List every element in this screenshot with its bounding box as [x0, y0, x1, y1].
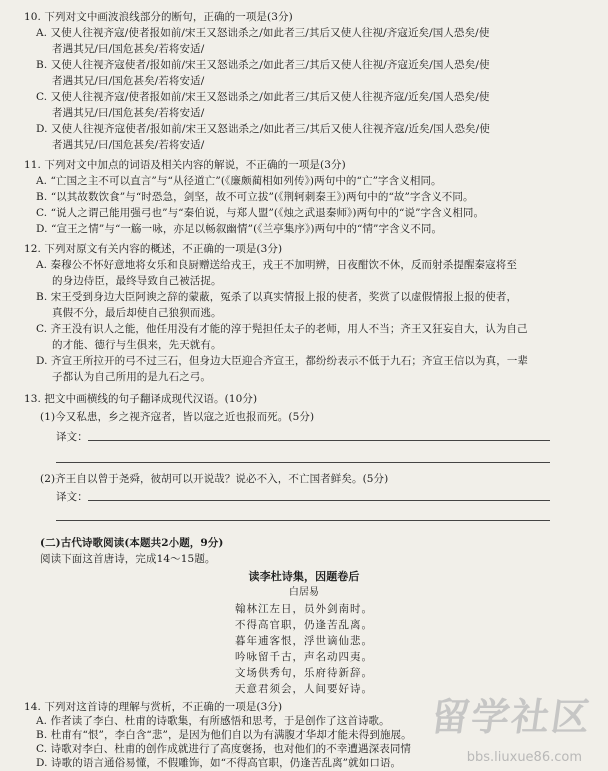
answer-line[interactable] [88, 500, 550, 501]
q10-option-b: B. 又使人往视齐寇使者/报如前/宋王又怒诎杀之/如此者三/其后又使人往视/齐寇近矣/国人恐矣/使 [36, 59, 490, 71]
answer-line[interactable] [56, 462, 550, 463]
q11-option-c: C. “说人之谓己能用强弓也”与“秦伯说，与郑人盟”(《烛之武退秦师》)两句中的“说”字含义相同。 [36, 207, 485, 219]
q10-option-a: A. 又使人往视齐寇/使者报如前/宋王又怒诎杀之/如此者三/其后又使人往视/齐寇近矣/国人恐矣/使 [36, 27, 490, 39]
q10-option-b-cont: 者遇其兄/曰/国危甚矣/若将安适/ [52, 75, 205, 87]
section-header: (二)古代诗歌阅读(本题共2小题，9分) [40, 537, 224, 549]
q12-option-b-cont: 真假不分，最后却使自己狼狈而逃。 [52, 307, 222, 319]
q13-part-1: (1)今又私患，乡之视齐寇者，皆以寇之近也报而死。(5分) [40, 411, 315, 423]
q13-translation-label-2: 译文： [56, 491, 88, 503]
poem-author: 白居易 [288, 587, 320, 598]
section-intro: 阅读下面这首唐诗，完成14～15题。 [40, 553, 216, 565]
q13-part-2: (2)齐王自以曾于尧舜，彼胡可以开说哉？说必不入，不亡国者鲜矣。(5分) [40, 473, 389, 485]
q12-stem: 12. 下列对原文有关内容的概述，不正确的一项是(3分) [24, 243, 283, 255]
poem-line: 暮年逋客恨，浮世谪仙悲。 [235, 635, 373, 647]
q13-translation-label-1: 译文： [56, 431, 88, 443]
q10-option-c: C. 又使人往视齐寇/使者报如前/宋王又怒诎杀之/如此者三/其后又使人往视齐寇/近矣/国人恐矣/使 [36, 91, 490, 103]
q10-option-d: D. 又使人往视齐寇使者/报如前/宋王又怒诎杀之/如此者三/其后又使人往视齐寇/近矣/国人恐矣/使 [36, 123, 490, 135]
q10-option-a-cont: 者遇其兄/曰/国危甚矣/若将安适/ [52, 43, 205, 55]
q14-stem: 14. 下列对这首诗的理解与赏析，不正确的一项是(3分) [24, 701, 283, 713]
q10-stem: 10. 下列对文中画波浪线部分的断句，正确的一项是(3分) [24, 11, 293, 23]
q12-option-d: D. 齐宣王所拉开的弓不过三石，但身边大臣迎合齐宣王，都纷纷表示不低于九石；齐宣王信以为真，一辈 [36, 355, 529, 367]
q11-option-a: A. “亡国之主不可以直言”与“从径道亡”(《廉颇蔺相如列传》)两句中的“亡”字含义相同。 [36, 175, 442, 187]
q14-option-b: B. 杜甫有“恨”，李白含“悲”，是因为他们自以为有满腹才华却才能未得到施展。 [36, 729, 412, 741]
q12-option-a: A. 秦穆公不怀好意地将女乐和良厨赠送给戎王，戎王不加明辨，日夜酣饮不休，反而射杀提醒秦寇将至 [36, 259, 517, 271]
q12-option-b: B. 宋王受到身边大臣阿谀之辞的蒙蔽，冤杀了以真实情报上报的使者，奖赏了以虚假情报上报的使者， [36, 291, 518, 303]
watermark-url: bbs.liuxue86.com [466, 750, 582, 765]
q12-option-c-cont: 的才能、德行与生俱来，先天就有。 [52, 339, 222, 351]
poem-line: 吟咏留千古，声名动四夷。 [235, 651, 373, 663]
q14-option-d: D. 诗歌的语言通俗易懂，不假雕饰，如“不得高官职，仍逢苦乱离”就如口语。 [36, 757, 402, 769]
q13-stem: 13. 把文中画横线的句子翻译成现代汉语。(10分) [24, 393, 258, 405]
q10-option-d-cont: 者遇其兄/曰/国危甚矣/若将安适/ [52, 139, 205, 151]
q14-option-c: C. 诗歌对李白、杜甫的创作成就进行了高度褒扬，也对他们的不幸遭遇深表同情 [36, 743, 412, 755]
poem-title: 读李杜诗集，因题卷后 [248, 570, 360, 583]
q11-option-b: B. “以其故数饮食”与“时恐急，剑坚，故不可立拔”(《荆轲刺秦王》)两句中的“故”字含义不同。 [36, 191, 474, 203]
q12-option-c: C. 齐王没有识人之能，他任用没有才能的淳于髡担任太子的老师，用人不当；齐王又狂妄自大，认为自己 [36, 323, 528, 335]
poem-line: 不得高官职，仍逢苦乱离。 [235, 619, 373, 631]
q10-option-c-cont: 者遇其兄/曰/国危甚矣/若将安适/ [52, 107, 205, 119]
answer-line[interactable] [88, 440, 550, 441]
q11-option-d: D. “宣王之情”与“一觞一咏，亦足以畅叙幽情”(《兰亭集序》)两句中的“情”字含义不同。 [36, 223, 443, 235]
answer-line[interactable] [56, 520, 550, 521]
poem-line: 文场供秀句，乐府待新辞。 [235, 667, 373, 679]
q12-option-d-cont: 子都认为自己所用的是九石之弓。 [52, 371, 211, 383]
q14-option-a: A. 作者读了李白、杜甫的诗歌集，有所感悟和思考，于是创作了这首诗歌。 [36, 715, 390, 727]
poem-line: 天意君须会，人间要好诗。 [235, 683, 373, 695]
q12-option-a-cont: 的身边侍臣，最终导致自己被活捉。 [52, 275, 222, 287]
watermark-logo: 留学社区 [428, 695, 595, 739]
q11-stem: 11. 下列对文中加点的词语及相关内容的解说，不正确的一项是(3分) [24, 159, 346, 171]
poem-line: 翰林江左日，员外剑南时。 [235, 603, 373, 615]
